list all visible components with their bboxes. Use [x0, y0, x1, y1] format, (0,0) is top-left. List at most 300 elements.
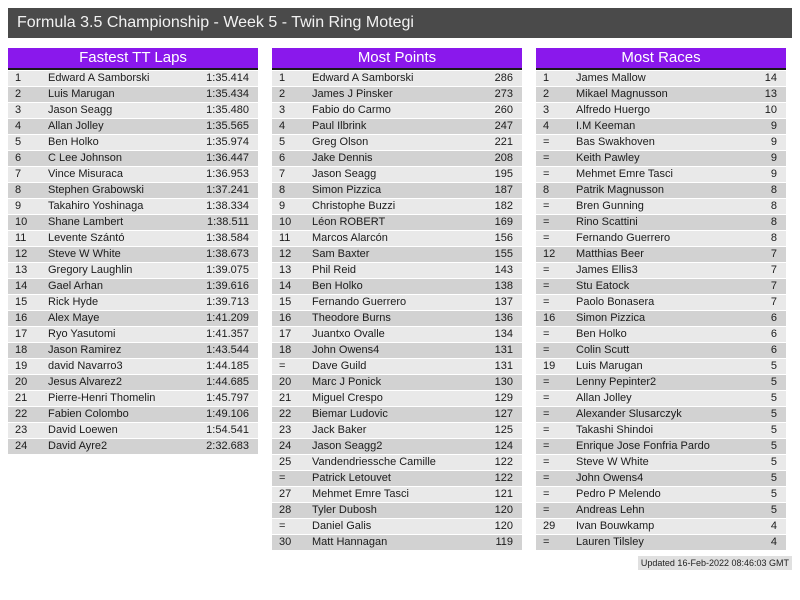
driver-name: Biemar Ludovic	[312, 408, 388, 420]
driver-name: Luis Marugan	[576, 360, 643, 372]
row-value: 134	[494, 328, 513, 340]
table-row	[536, 103, 786, 119]
table-row	[8, 215, 258, 231]
row-position: =	[543, 200, 550, 212]
row-value: 7	[770, 280, 777, 292]
row-position: 9	[15, 200, 22, 212]
row-value: 4	[770, 536, 777, 548]
table-row	[8, 311, 258, 327]
driver-name: Jason Seagg	[312, 168, 377, 180]
driver-name: Simon Pizzica	[312, 184, 382, 196]
driver-name: Paolo Bonasera	[576, 296, 655, 308]
row-position: 16	[543, 312, 556, 324]
driver-name: Ivan Bouwkamp	[576, 520, 655, 532]
table-row	[8, 375, 258, 391]
row-position: 19	[543, 360, 556, 372]
row-position: =	[543, 216, 550, 228]
driver-name: Dave Guild	[312, 360, 367, 372]
row-value: 7	[770, 264, 777, 276]
table-row	[272, 215, 522, 231]
row-position: 25	[279, 456, 292, 468]
driver-name: Jake Dennis	[312, 152, 373, 164]
table-row	[8, 391, 258, 407]
updated-timestamp: Updated 16-Feb-2022 08:46:03 GMT	[638, 556, 792, 570]
driver-name: Patrik Magnusson	[576, 184, 665, 196]
row-value: 5	[770, 360, 777, 372]
table-row	[8, 87, 258, 103]
row-position: 19	[15, 360, 28, 372]
table-row	[8, 103, 258, 119]
row-value: 125	[494, 424, 513, 436]
driver-name: Rino Scattini	[576, 216, 638, 228]
table-body-most-races	[536, 70, 786, 551]
row-position: 2	[543, 88, 550, 100]
driver-name: James Ellis3	[576, 264, 638, 276]
table-row	[8, 247, 258, 263]
row-value: 169	[494, 216, 513, 228]
row-value: 247	[494, 120, 513, 132]
row-position: 28	[279, 504, 292, 516]
row-value: 1:38.511	[206, 216, 249, 228]
row-value: 1:44.685	[206, 376, 249, 388]
row-value: 1:37.241	[206, 184, 249, 196]
driver-name: Shane Lambert	[48, 216, 124, 228]
table-row	[8, 167, 258, 183]
row-position: 6	[279, 152, 286, 164]
row-value: 1:39.616	[206, 280, 249, 292]
driver-name: Bren Gunning	[576, 200, 644, 212]
table-row	[536, 231, 786, 247]
table-row	[272, 231, 522, 247]
row-position: 1	[543, 72, 550, 84]
row-position: 5	[15, 136, 22, 148]
row-position: =	[543, 264, 550, 276]
table-row	[536, 215, 786, 231]
row-value: 122	[494, 456, 513, 468]
row-value: 1:36.447	[206, 152, 249, 164]
row-position: 14	[15, 280, 28, 292]
row-position: 18	[15, 344, 28, 356]
row-position: 29	[543, 520, 556, 532]
table-row	[272, 183, 522, 199]
row-position: 1	[279, 72, 286, 84]
driver-name: Matthias Beer	[576, 248, 644, 260]
driver-name: Bas Swakhoven	[576, 136, 655, 148]
table-row	[8, 359, 258, 375]
table-row	[272, 327, 522, 343]
row-value: 4	[770, 520, 777, 532]
row-value: 7	[770, 248, 777, 260]
row-value: 5	[770, 472, 777, 484]
driver-name: Takashi Shindoi	[576, 424, 654, 436]
row-position: 23	[279, 424, 292, 436]
row-value: 260	[494, 104, 513, 116]
row-value: 286	[494, 72, 513, 84]
row-position: =	[543, 376, 550, 388]
table-row	[272, 295, 522, 311]
driver-name: Stephen Grabowski	[48, 184, 144, 196]
table-row	[272, 375, 522, 391]
table-row	[536, 535, 786, 551]
table-row	[536, 519, 786, 535]
row-position: 15	[279, 296, 292, 308]
row-value: 121	[494, 488, 513, 500]
table-most-points	[272, 48, 522, 551]
driver-name: Steve W White	[48, 248, 121, 260]
row-value: 131	[494, 360, 513, 372]
driver-name: Edward A Samborski	[312, 72, 414, 84]
row-value: 1:39.075	[206, 264, 249, 276]
driver-name: Sam Baxter	[312, 248, 370, 260]
driver-name: Edward A Samborski	[48, 72, 150, 84]
row-value: 9	[770, 152, 777, 164]
table-row	[536, 151, 786, 167]
row-value: 1:49.106	[206, 408, 249, 420]
driver-name: David Ayre2	[48, 440, 108, 452]
row-position: =	[543, 504, 550, 516]
table-row	[8, 327, 258, 343]
driver-name: Enrique Jose Fonfria Pardo	[576, 440, 710, 452]
row-position: 13	[279, 264, 292, 276]
table-row	[536, 471, 786, 487]
row-position: =	[543, 152, 550, 164]
driver-name: John Owens4	[312, 344, 380, 356]
row-position: 11	[279, 232, 291, 244]
row-position: 4	[15, 120, 22, 132]
driver-name: Allan Jolley	[576, 392, 632, 404]
driver-name: Tyler Dubosh	[312, 504, 377, 516]
driver-name: Fabien Colombo	[48, 408, 129, 420]
row-position: 21	[279, 392, 292, 404]
row-value: 155	[494, 248, 513, 260]
table-row	[272, 279, 522, 295]
table-row	[536, 487, 786, 503]
driver-name: Mehmet Emre Tasci	[576, 168, 673, 180]
row-value: 7	[770, 296, 777, 308]
table-row	[272, 103, 522, 119]
table-row	[272, 439, 522, 455]
row-position: 27	[279, 488, 292, 500]
row-value: 137	[494, 296, 513, 308]
driver-name: Paul Ilbrink	[312, 120, 367, 132]
table-row	[8, 71, 258, 87]
row-value: 143	[494, 264, 513, 276]
row-value: 8	[770, 184, 777, 196]
table-row	[536, 295, 786, 311]
driver-name: Mikael Magnusson	[576, 88, 668, 100]
row-value: 136	[494, 312, 513, 324]
table-row	[536, 263, 786, 279]
driver-name: C Lee Johnson	[48, 152, 122, 164]
table-row	[8, 343, 258, 359]
row-position: 22	[15, 408, 28, 420]
row-value: 1:35.974	[206, 136, 249, 148]
row-position: =	[543, 456, 550, 468]
row-value: 5	[770, 488, 777, 500]
row-position: 17	[279, 328, 292, 340]
table-row	[272, 135, 522, 151]
driver-name: Takahiro Yoshinaga	[48, 200, 144, 212]
table-most-races	[536, 48, 786, 551]
driver-name: Keith Pawley	[576, 152, 640, 164]
row-value: 8	[770, 216, 777, 228]
table-row	[272, 167, 522, 183]
driver-name: Rick Hyde	[48, 296, 99, 308]
driver-name: Ben Holko	[576, 328, 627, 340]
table-row	[8, 183, 258, 199]
driver-name: Fernando Guerrero	[312, 296, 407, 308]
row-position: 5	[279, 136, 286, 148]
table-row	[272, 151, 522, 167]
table-row	[536, 87, 786, 103]
row-position: 2	[15, 88, 22, 100]
table-row	[536, 391, 786, 407]
table-row	[8, 135, 258, 151]
row-value: 8	[770, 232, 777, 244]
table-title-most-points: Most Points	[272, 48, 522, 70]
table-row	[272, 359, 522, 375]
driver-name: Marc J Ponick	[312, 376, 382, 388]
row-position: 6	[15, 152, 22, 164]
row-position: 10	[279, 216, 292, 228]
row-position: =	[279, 360, 286, 372]
row-value: 187	[494, 184, 513, 196]
table-row	[536, 423, 786, 439]
driver-name: Simon Pizzica	[576, 312, 646, 324]
row-value: 9	[770, 120, 777, 132]
row-value: 120	[494, 504, 513, 516]
table-row	[536, 407, 786, 423]
row-value: 5	[770, 424, 777, 436]
table-row	[272, 263, 522, 279]
table-row	[272, 311, 522, 327]
table-row	[272, 455, 522, 471]
table-title-most-races: Most Races	[536, 48, 786, 70]
driver-name: Theodore Burns	[312, 312, 391, 324]
row-position: 21	[15, 392, 28, 404]
driver-name: Lauren Tilsley	[576, 536, 644, 548]
row-position: =	[543, 296, 550, 308]
row-position: =	[543, 136, 550, 148]
driver-name: Ben Holko	[48, 136, 99, 148]
row-position: 10	[15, 216, 28, 228]
row-position: 20	[279, 376, 292, 388]
row-position: 3	[279, 104, 286, 116]
driver-name: Vince Misuraca	[48, 168, 123, 180]
table-row	[8, 199, 258, 215]
row-position: 20	[15, 376, 28, 388]
row-value: 182	[494, 200, 513, 212]
row-position: 1	[15, 72, 22, 84]
table-row	[8, 423, 258, 439]
driver-name: Gregory Laughlin	[48, 264, 133, 276]
row-position: 15	[15, 296, 28, 308]
row-position: 8	[543, 184, 550, 196]
row-value: 130	[494, 376, 513, 388]
table-row	[536, 247, 786, 263]
driver-name: Lenny Pepinter2	[576, 376, 657, 388]
row-position: 11	[15, 232, 27, 244]
row-value: 120	[494, 520, 513, 532]
row-value: 1:39.713	[206, 296, 249, 308]
table-title-fastest-tt-laps: Fastest TT Laps	[8, 48, 258, 70]
row-position: 9	[279, 200, 286, 212]
driver-name: Mehmet Emre Tasci	[312, 488, 409, 500]
table-row	[272, 423, 522, 439]
table-row	[272, 343, 522, 359]
row-position: =	[543, 488, 550, 500]
row-position: 22	[279, 408, 292, 420]
table-row	[536, 135, 786, 151]
table-row	[272, 535, 522, 551]
row-value: 221	[494, 136, 513, 148]
table-row	[536, 359, 786, 375]
row-value: 1:38.673	[206, 248, 249, 260]
row-position: 30	[279, 536, 292, 548]
table-row	[536, 183, 786, 199]
row-value: 138	[494, 280, 513, 292]
driver-name: Ben Holko	[312, 280, 363, 292]
row-value: 1:36.953	[206, 168, 249, 180]
row-value: 14	[764, 72, 777, 84]
row-value: 6	[770, 344, 777, 356]
driver-name: Daniel Galis	[312, 520, 372, 532]
table-row	[536, 167, 786, 183]
driver-name: Jack Baker	[312, 424, 367, 436]
driver-name: Ryo Yasutomi	[48, 328, 116, 340]
driver-name: James J Pinsker	[312, 88, 393, 100]
table-row	[536, 503, 786, 519]
table-row	[8, 263, 258, 279]
driver-name: Gael Arhan	[48, 280, 104, 292]
row-value: 6	[770, 328, 777, 340]
table-row	[536, 327, 786, 343]
table-row	[8, 407, 258, 423]
row-position: 3	[15, 104, 22, 116]
table-row	[272, 119, 522, 135]
row-position: 13	[15, 264, 28, 276]
row-position: =	[543, 408, 550, 420]
row-position: =	[543, 472, 550, 484]
row-position: 2	[279, 88, 286, 100]
table-row	[8, 439, 258, 455]
driver-name: John Owens4	[576, 472, 644, 484]
row-position: 12	[279, 248, 292, 260]
driver-name: Fabio do Carmo	[312, 104, 391, 116]
row-value: 1:44.185	[206, 360, 249, 372]
row-value: 5	[770, 504, 777, 516]
row-value: 1:45.797	[206, 392, 249, 404]
table-row	[8, 295, 258, 311]
table-fastest-tt-laps	[8, 48, 258, 551]
table-row	[272, 247, 522, 263]
row-position: =	[543, 328, 550, 340]
driver-name: Stu Eatock	[576, 280, 630, 292]
row-value: 127	[494, 408, 513, 420]
driver-name: Jesus Alvarez2	[48, 376, 122, 388]
row-position: 3	[543, 104, 550, 116]
table-row	[536, 375, 786, 391]
row-value: 1:38.334	[206, 200, 249, 212]
driver-name: Patrick Letouvet	[312, 472, 391, 484]
row-position: 16	[15, 312, 28, 324]
driver-name: Luis Marugan	[48, 88, 115, 100]
driver-name: Jason Seagg2	[312, 440, 383, 452]
table-body-fastest-tt-laps	[8, 70, 258, 455]
table-row	[8, 231, 258, 247]
title-bar	[8, 8, 792, 38]
row-value: 1:35.414	[206, 72, 249, 84]
driver-name: Alexander Slusarczyk	[576, 408, 682, 420]
driver-name: Matt Hannagan	[312, 536, 388, 548]
driver-name: Andreas Lehn	[576, 504, 645, 516]
row-value: 208	[494, 152, 513, 164]
row-value: 119	[495, 536, 513, 548]
table-row	[8, 151, 258, 167]
driver-name: James Mallow	[576, 72, 646, 84]
table-row	[536, 343, 786, 359]
page-title: Formula 3.5 Championship - Week 5 - Twin Ring Motegi	[17, 14, 414, 31]
driver-name: Pedro P Melendo	[576, 488, 661, 500]
driver-name: Marcos Alarcón	[312, 232, 388, 244]
table-row	[272, 487, 522, 503]
row-value: 1:38.584	[206, 232, 249, 244]
row-value: 273	[494, 88, 513, 100]
table-row	[272, 471, 522, 487]
table-row	[272, 87, 522, 103]
table-row	[8, 119, 258, 135]
row-value: 10	[764, 104, 777, 116]
table-row	[536, 199, 786, 215]
row-value: 13	[764, 88, 777, 100]
table-row	[272, 503, 522, 519]
row-value: 131	[494, 344, 513, 356]
row-value: 124	[494, 440, 513, 452]
driver-name: Alfredo Huergo	[576, 104, 650, 116]
driver-name: Greg Olson	[312, 136, 369, 148]
row-position: 23	[15, 424, 28, 436]
table-row	[272, 71, 522, 87]
row-position: 17	[15, 328, 28, 340]
row-position: =	[543, 536, 550, 548]
row-position: =	[543, 280, 550, 292]
driver-name: Pierre-Henri Thomelin	[48, 392, 156, 404]
driver-name: Levente Szántó	[48, 232, 125, 244]
row-value: 5	[770, 408, 777, 420]
row-position: =	[543, 424, 550, 436]
row-position: =	[543, 168, 550, 180]
row-position: 8	[15, 184, 22, 196]
driver-name: I.M Keeman	[576, 120, 636, 132]
row-position: =	[543, 344, 550, 356]
driver-name: Jason Seagg	[48, 104, 113, 116]
row-value: 1:41.209	[206, 312, 249, 324]
row-value: 5	[770, 376, 777, 388]
row-value: 8	[770, 200, 777, 212]
row-value: 1:35.565	[206, 120, 249, 132]
row-value: 122	[494, 472, 513, 484]
driver-name: Juantxo Ovalle	[312, 328, 385, 340]
row-position: =	[543, 440, 550, 452]
table-row	[272, 407, 522, 423]
table-row	[536, 279, 786, 295]
driver-name: Jason Ramirez	[48, 344, 122, 356]
driver-name: Phil Reid	[312, 264, 357, 276]
leaderboards	[8, 48, 786, 551]
driver-name: Miguel Crespo	[312, 392, 383, 404]
driver-name: David Loewen	[48, 424, 118, 436]
row-position: 18	[279, 344, 292, 356]
